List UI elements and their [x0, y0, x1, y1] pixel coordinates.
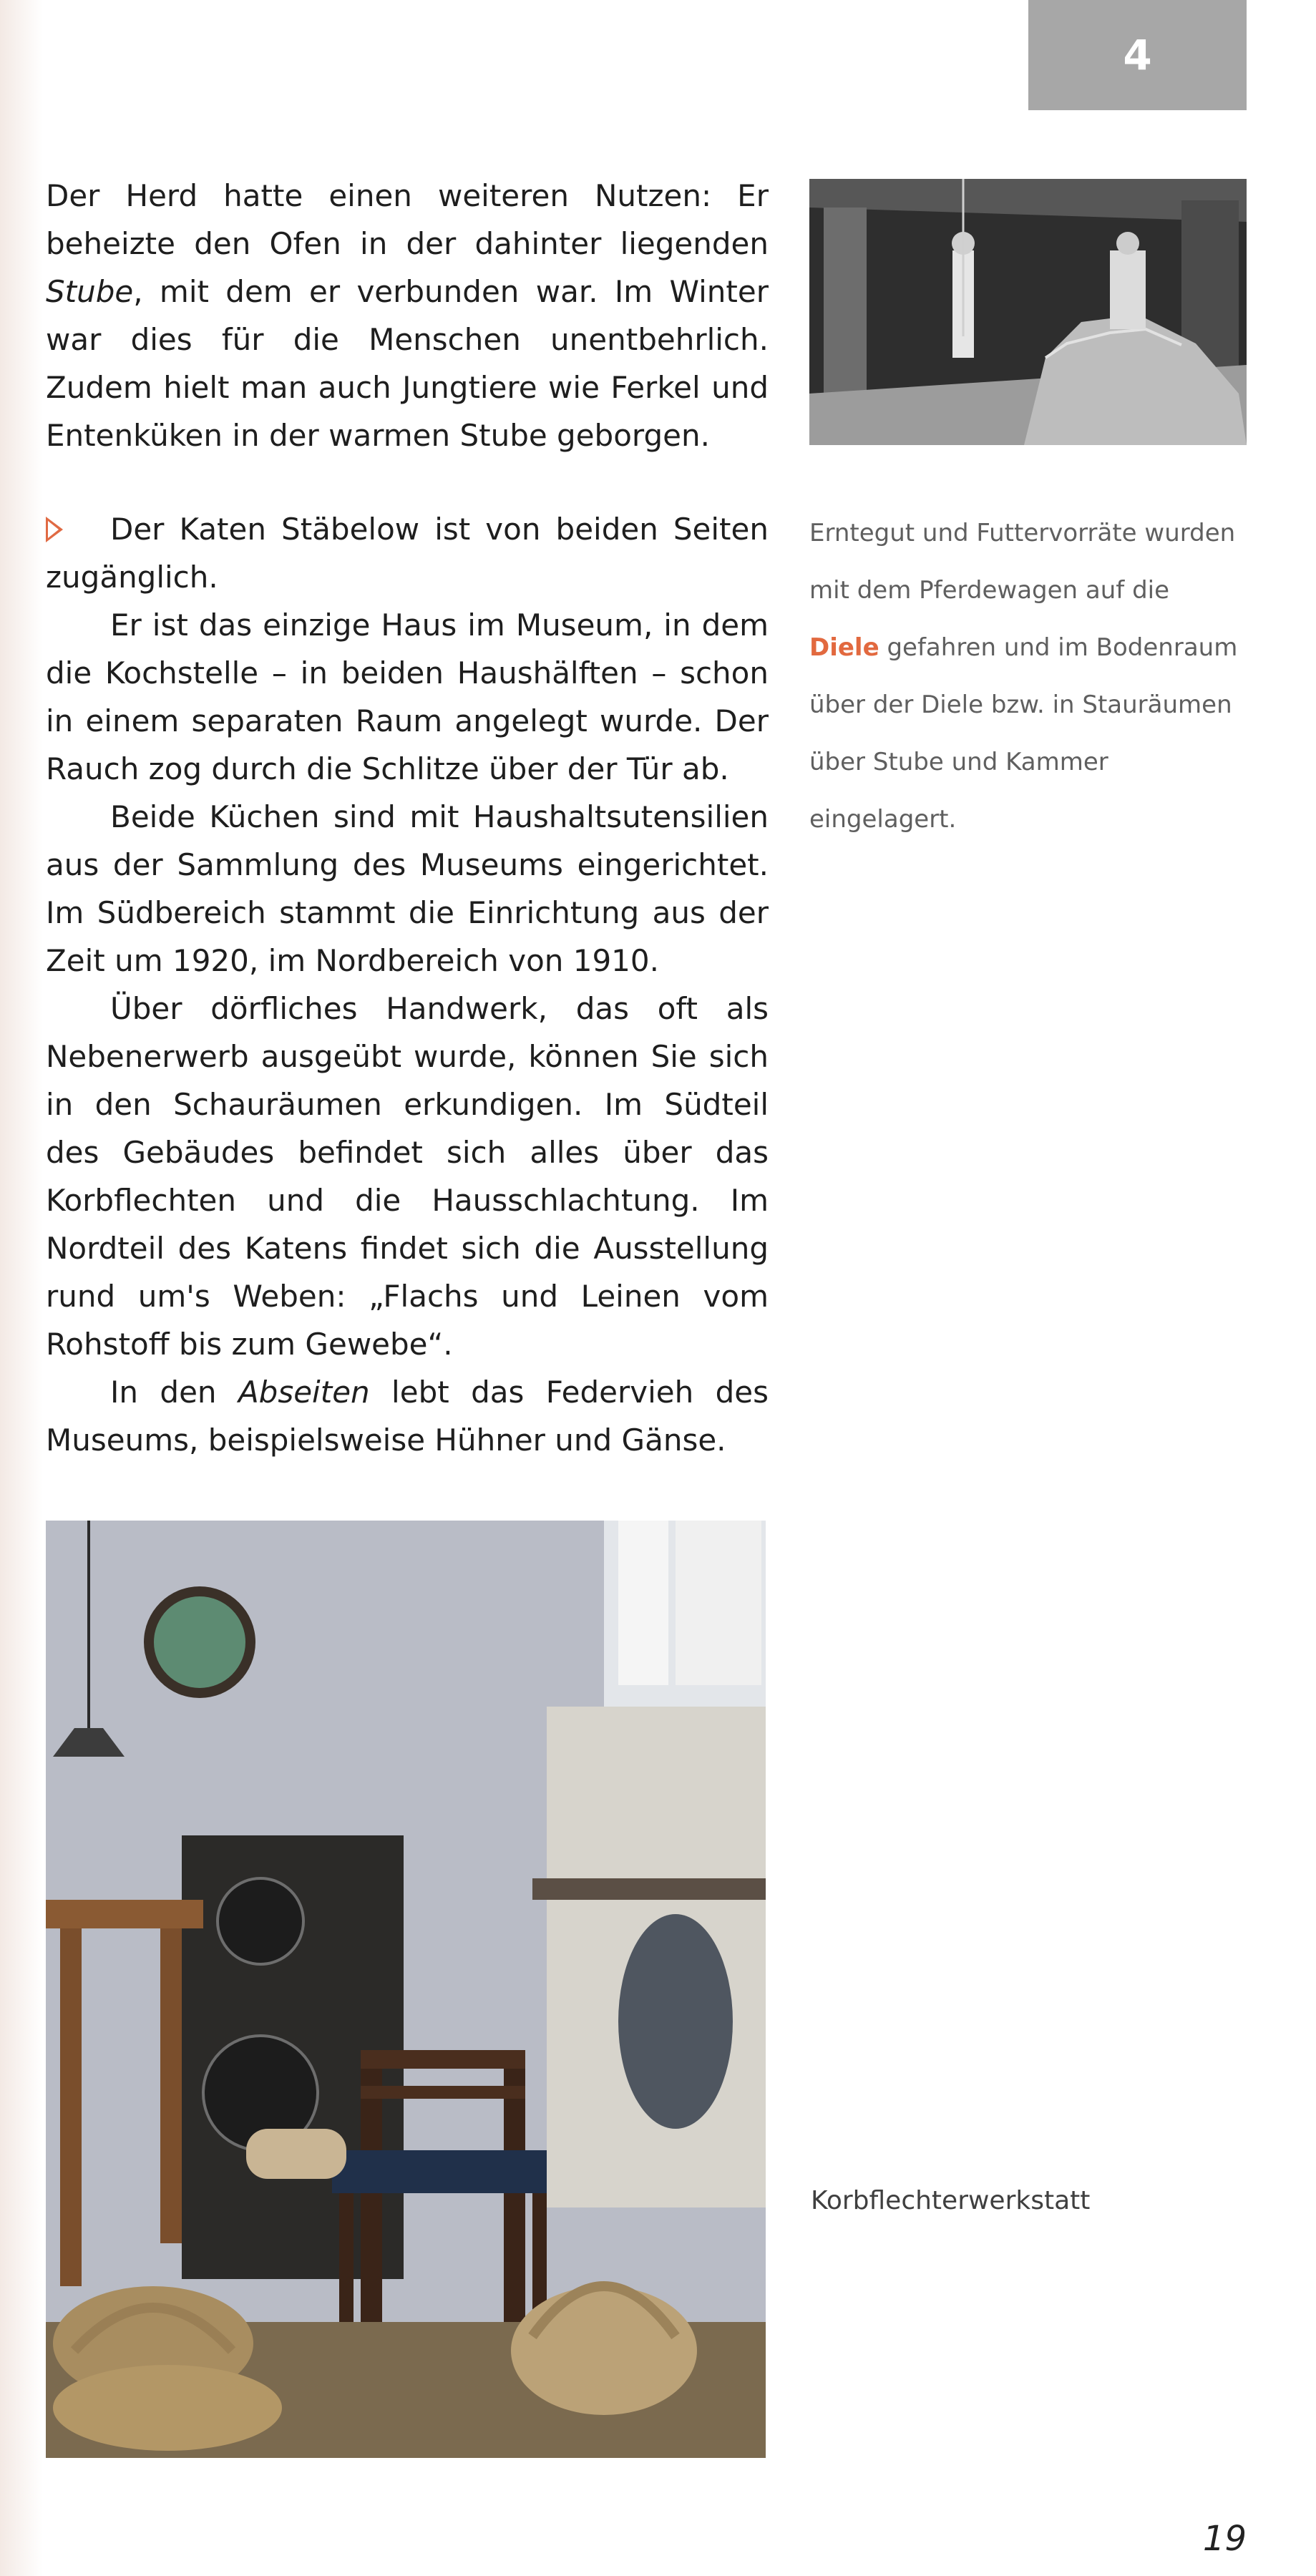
arrow-marker-icon [46, 517, 63, 542]
photo-barn-hay [809, 179, 1247, 445]
paragraph-herd: Der Herd hatte einen weiteren Nutzen: Er beheizte den Ofen in der dahinter liegenden Stube, mit dem er verbunden war. Im Winter war dies für die Menschen unentbehrlich. Zudem hielt man auch Jungtiere wie Ferkel und Entenküken in der warmen Stube geborgen. [46, 178, 769, 453]
photo-basket-workshop [46, 1521, 766, 2458]
paragraph-kuechen: Beide Küchen sind mit Haushaltsutensilien aus der Sammlung des Museums eingerichtet. Im Südbereich stammt die Einrichtung aus der Zeit um 1920, im Nordbereich von 1910. [46, 799, 769, 978]
paragraph-handwerk: Über dörfliches Handwerk, das oft als Nebenerwerb ausgeübt wurde, können Sie sich in den Schauräumen erkundigen. Im Südteil des Gebäudes befindet sich alles über das Korbflechten und die Hausschlachtung. Im Nordteil des Katens findet sich die Ausstellung rund um's Weben: „Flachs und Leinen vom Rohstoff bis zum Gewebe“. [46, 991, 769, 1362]
main-text-column [46, 172, 769, 1464]
page-number: 19 [1202, 2519, 1247, 2559]
term-diele: Diele [809, 633, 879, 662]
caption-korbflechterwerkstatt: Korbflechterwerkstatt [811, 2186, 1091, 2215]
chapter-tab [1028, 0, 1247, 110]
chapter-number: 4 [1123, 31, 1152, 79]
term-abseiten: Abseiten [238, 1375, 370, 1410]
page-edge-shading [0, 0, 43, 2576]
paragraph-federvieh: In den Abseiten lebt das Federvieh des Museums, beispielsweise Hühner und Gänse. [46, 1375, 769, 1458]
paragraph-kochstelle: Er ist das einzige Haus im Museum, in dem die Kochstelle – in beiden Haushälften – schon in einem separaten Raum angelegt wurde. Der Rauch zog durch die Schlitze über der Tür ab. [46, 608, 769, 786]
paragraph-katen-access: Der Katen Stäbelow ist von beiden Seiten zugänglich. [46, 512, 769, 595]
caption-barn: Erntegut und Futtervorräte wurden mit dem Pferdewagen auf die Diele gefahren und im Bodenraum über der Diele bzw. in Stauräumen über Stube und Kammer eingelagert. [809, 519, 1238, 834]
term-stube: Stube [46, 274, 134, 309]
